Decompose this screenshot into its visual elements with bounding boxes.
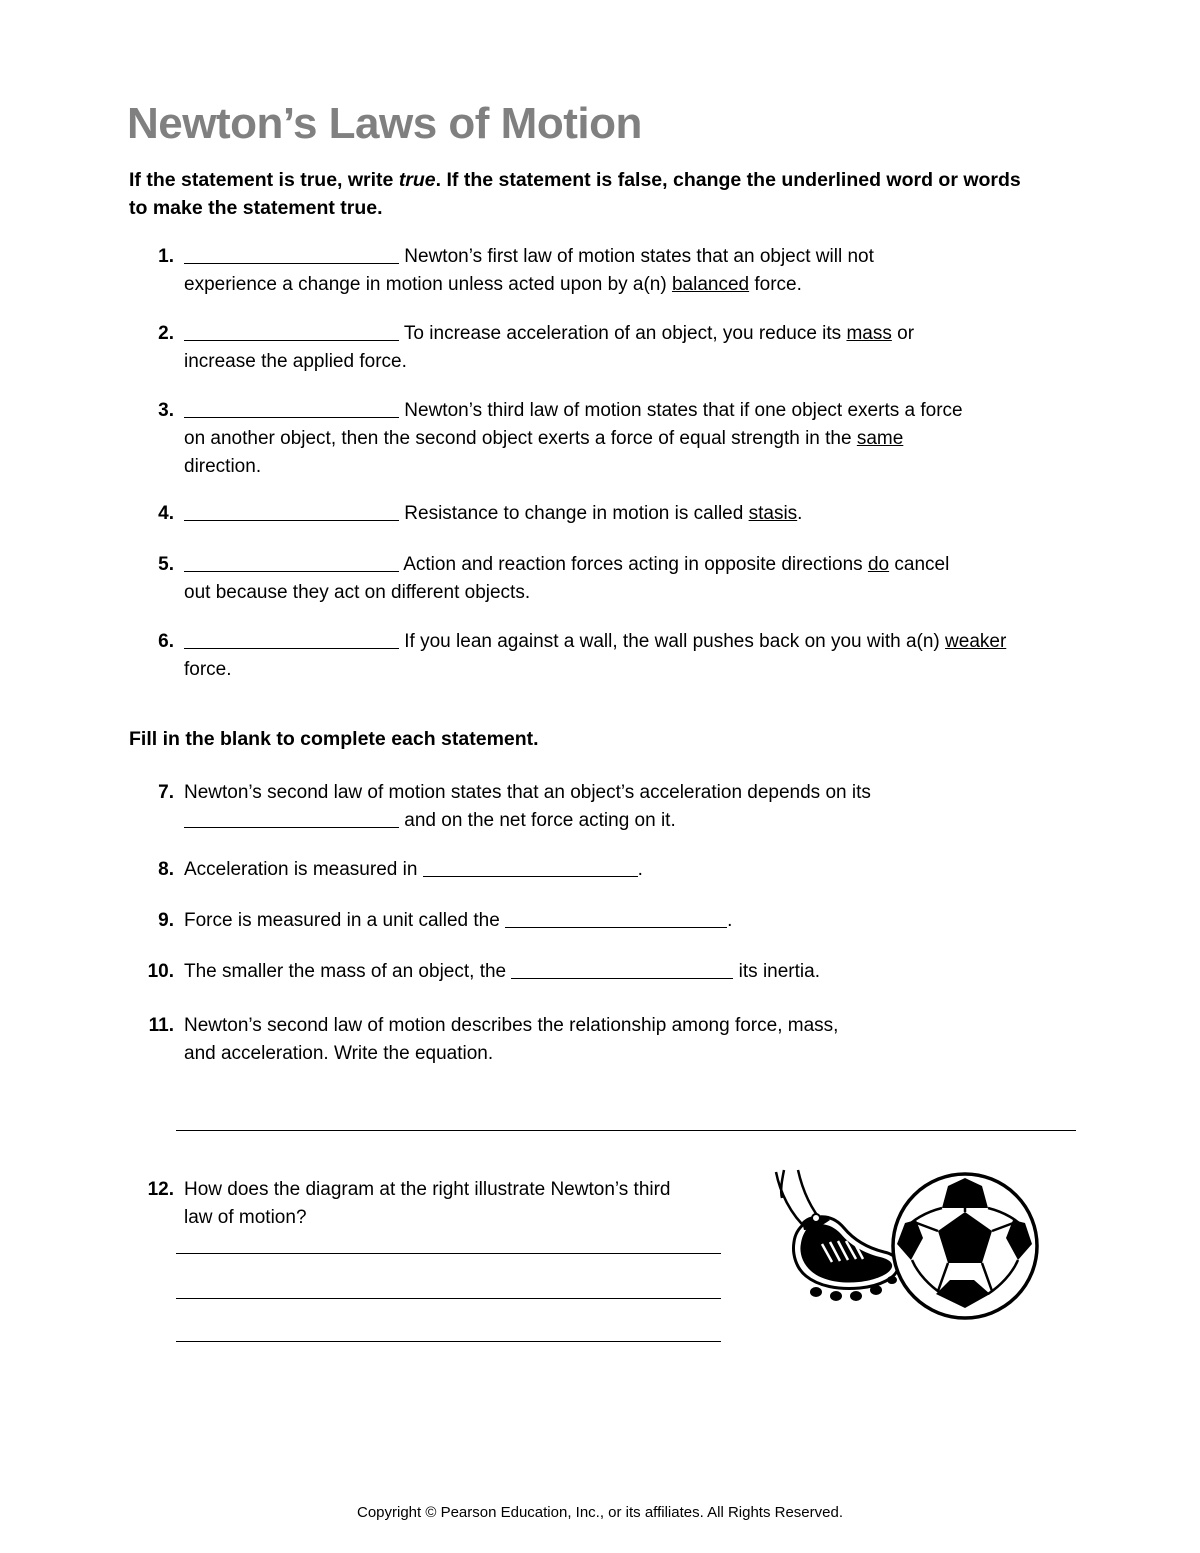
answer-line[interactable]	[176, 1298, 721, 1299]
question-text-b: and on the net force acting on it.	[399, 810, 676, 832]
question-text-b: direction.	[184, 456, 262, 478]
answer-blank[interactable]	[184, 571, 399, 572]
question-item-2	[140, 320, 970, 376]
question-number: 1.	[158, 246, 174, 267]
question-text-a: To increase acceleration of an object, you reduce its	[399, 323, 847, 344]
question-text-b: .	[637, 859, 643, 880]
question-body: Newton’s second law of motion describes the relationship among force, mass, and acceleration. Write the equation.	[184, 1015, 839, 1065]
question-item-12	[140, 1176, 700, 1232]
question-item-8	[140, 856, 960, 884]
answer-blank[interactable]	[511, 978, 733, 979]
question-text-a: Newton’s third law of motion states that if one object exerts a force on another object, then the second object exerts a force of equal strength in the	[184, 400, 963, 450]
instructions-text-part1: If the statement is true, write	[129, 169, 399, 191]
answer-line[interactable]	[176, 1253, 721, 1254]
question-item-1	[140, 243, 940, 299]
question-item-11	[140, 1012, 840, 1068]
answer-blank[interactable]	[184, 648, 399, 649]
question-text-b: cancel out because they act on different objects.	[184, 554, 950, 604]
underlined-word: do	[867, 554, 890, 575]
question-text-b: force.	[184, 659, 232, 681]
question-body	[184, 907, 960, 935]
answer-blank[interactable]	[184, 417, 399, 418]
answer-line[interactable]	[176, 1341, 721, 1342]
question-text-a: Acceleration is measured in	[184, 859, 423, 880]
question-number: 2.	[158, 323, 174, 344]
question-number: 8.	[158, 859, 174, 880]
question-text-b: or increase the applied force.	[184, 323, 915, 373]
underlined-word: weaker	[945, 631, 1007, 652]
ball-shape	[893, 1174, 1037, 1318]
question-item-5	[140, 551, 970, 607]
question-number: 11.	[148, 1015, 174, 1036]
question-text-a: Action and reaction forces acting in opposite directions	[399, 554, 868, 575]
answer-blank[interactable]	[184, 827, 399, 828]
question-text-a: The smaller the mass of an object, the	[184, 961, 512, 982]
instructions-italic-word: true	[398, 169, 436, 191]
question-number: 9.	[158, 910, 174, 931]
answer-blank[interactable]	[184, 263, 399, 264]
question-body: How does the diagram at the right illustrate Newton’s third law of motion?	[184, 1179, 671, 1229]
question-text-a: Newton’s first law of motion states that an object will not experience a change in motion unless acted upon by a(n)	[184, 246, 874, 296]
instructions-section-2: Fill in the blank to complete each statement.	[129, 728, 539, 750]
underlined-word: mass	[846, 323, 892, 344]
question-number: 5.	[158, 554, 174, 575]
underlined-word: stasis	[748, 503, 798, 524]
question-item-7	[140, 779, 960, 835]
copyright-footer: Copyright © Pearson Education, Inc., or its affiliates. All Rights Reserved.	[356, 1504, 843, 1521]
question-number: 12.	[147, 1179, 174, 1200]
question-body	[184, 397, 970, 481]
instructions-text-part2: . If the statement is false, change the underlined word or words to make the statement true.	[129, 169, 1021, 220]
answer-blank[interactable]	[423, 876, 638, 877]
question-item-10	[123, 958, 983, 986]
question-body	[184, 779, 960, 835]
question-text-a: Resistance to change in motion is called	[399, 503, 749, 524]
underlined-word: same	[856, 428, 904, 450]
question-number: 7.	[158, 782, 174, 803]
page-title: Newton’s Laws of Motion	[127, 99, 642, 149]
answer-blank[interactable]	[505, 927, 727, 928]
question-body	[184, 856, 960, 884]
question-number: 4.	[158, 503, 174, 524]
instructions-section-1	[129, 166, 1029, 223]
underlined-word: balanced	[671, 274, 750, 296]
question-body	[184, 243, 940, 299]
answer-line[interactable]	[176, 1130, 1076, 1131]
question-body	[184, 500, 970, 528]
question-number: 6.	[158, 631, 174, 652]
question-text-a: Newton’s second law of motion states that an object’s acceleration depends on its	[184, 782, 871, 803]
question-text-b: .	[797, 503, 803, 524]
question-body	[184, 320, 970, 376]
question-body	[184, 551, 970, 607]
question-body	[184, 628, 1010, 684]
question-item-4	[140, 500, 970, 528]
question-number: 10.	[147, 961, 174, 982]
question-item-9	[140, 907, 960, 935]
question-text-a: Force is measured in a unit called the	[184, 910, 506, 931]
question-text-b: force.	[749, 274, 802, 296]
question-number: 3.	[158, 400, 174, 421]
question-text-b: its inertia.	[733, 961, 820, 982]
soccer-ball-icon	[760, 1168, 1060, 1348]
question-item-6	[140, 628, 1010, 684]
question-item-3	[140, 397, 970, 481]
question-text-a: If you lean against a wall, the wall pushes back on you with a(n)	[399, 631, 946, 652]
question-text-b: .	[727, 910, 733, 931]
answer-blank[interactable]	[184, 520, 399, 521]
cleat-shape	[794, 1214, 899, 1301]
question-body	[184, 958, 983, 986]
soccer-ball-illustration	[760, 1168, 1060, 1348]
answer-blank[interactable]	[184, 340, 399, 341]
